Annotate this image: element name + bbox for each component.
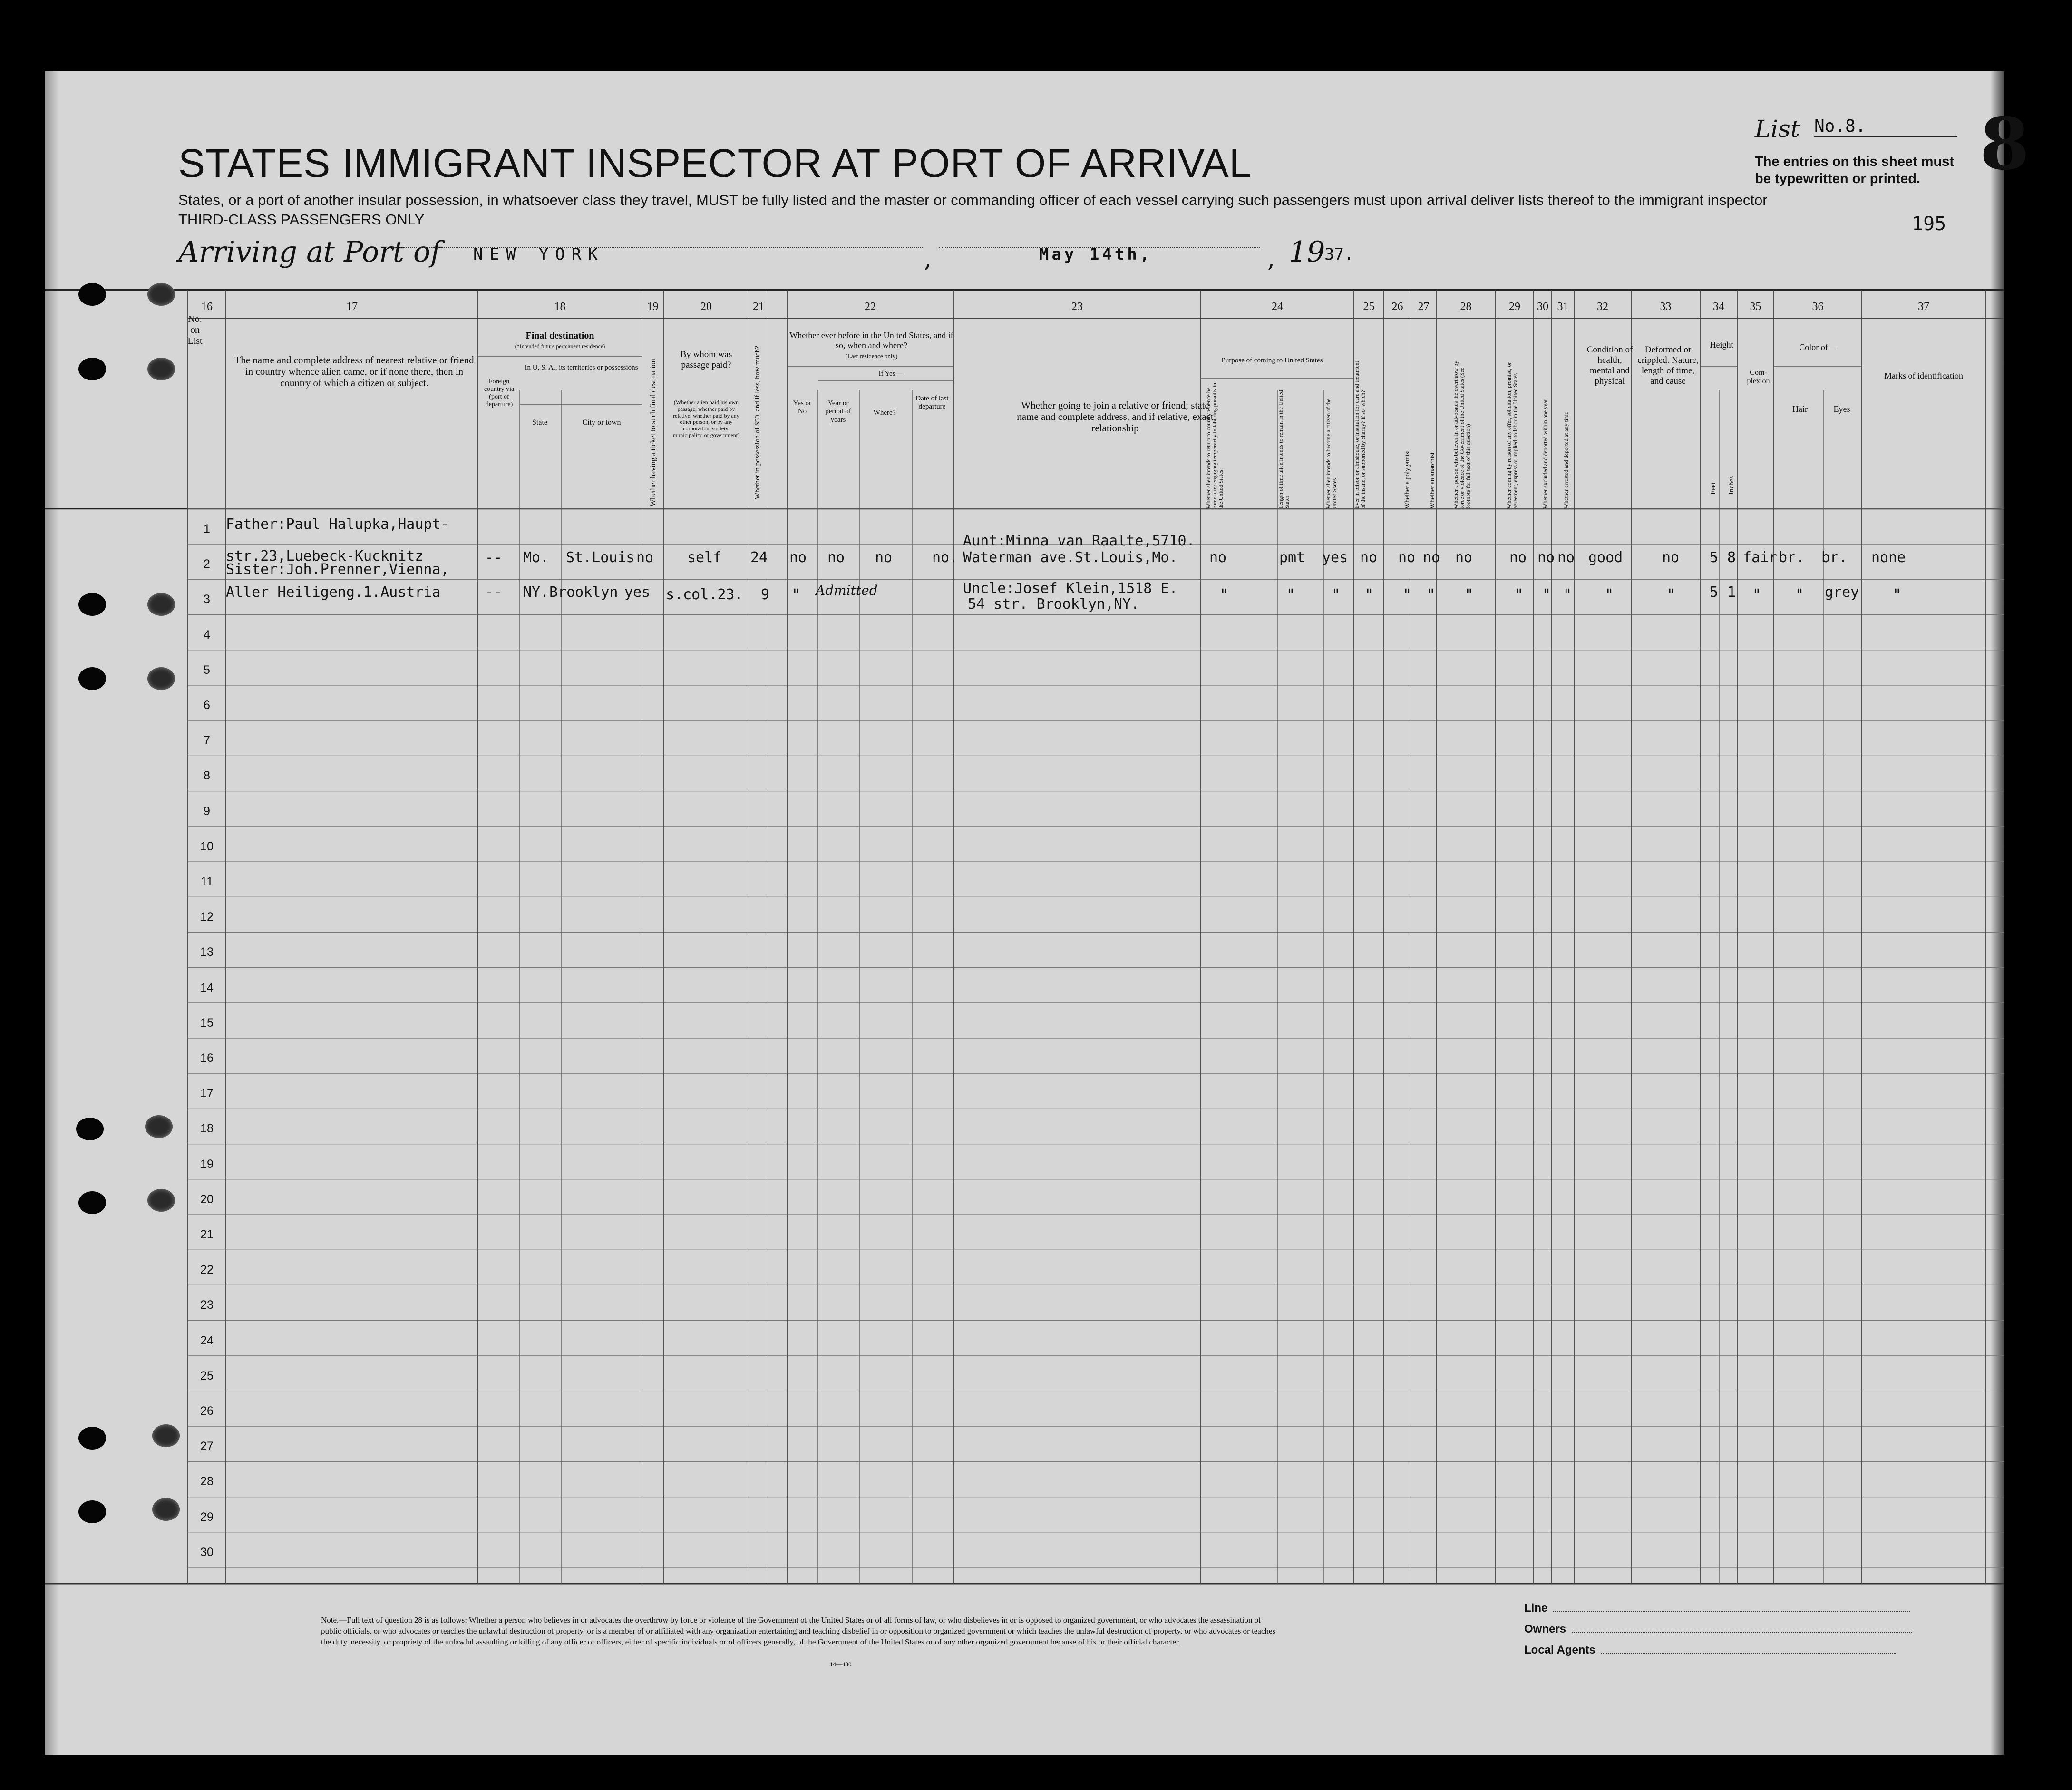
binder-hole [78, 667, 106, 690]
column-number: 18 [554, 301, 566, 313]
binder-hole [147, 283, 175, 306]
row-number: 13 [200, 945, 214, 959]
row2-foreign: -- [485, 584, 503, 601]
row-number: 7 [204, 734, 210, 748]
row1-hair: br. [1779, 549, 1805, 566]
row-number: 23 [200, 1298, 214, 1312]
header-labor-offer: Whether coming by reason of any offer, solicitation, promise, or agreement, express or implied, to labor in the United States [1506, 362, 1518, 509]
row2-polygamist: " [1403, 586, 1412, 603]
owners-signature [1524, 1623, 1912, 1636]
column-number: 23 [1071, 301, 1083, 313]
row1-polygamist: no [1398, 549, 1416, 566]
column-number: 34 [1713, 301, 1724, 313]
page-stamp: 195 [1912, 213, 1946, 235]
row2-city: Brooklyn [549, 584, 618, 601]
arriving-label: Arriving at Port of [178, 235, 441, 269]
header-inches: Inches [1728, 476, 1735, 495]
binder-hole [147, 1189, 175, 1212]
row2-labor-offer: " [1515, 586, 1524, 603]
column-number: 16 [201, 301, 213, 313]
row1-foreign: -- [485, 549, 503, 566]
row-number: 4 [204, 628, 210, 642]
row-number: 20 [200, 1192, 214, 1206]
row-number: 16 [200, 1051, 214, 1065]
row1-ticket: no [636, 549, 654, 566]
row1-joining-line2: Waterman ave.St.Louis,Mo. [963, 549, 1178, 566]
row-number: 3 [204, 593, 210, 606]
header-city: City or town [582, 418, 621, 427]
row2-arrested: " [1563, 586, 1572, 603]
subtitle-line: THIRD-CLASS PASSENGERS ONLY [178, 211, 425, 228]
row1-before-where: no [875, 549, 893, 566]
column-number: 32 [1597, 301, 1608, 313]
binder-hole [147, 593, 175, 616]
header-hair: Hair [1792, 404, 1808, 414]
binder-hole [147, 667, 175, 690]
row1-relative-line1: Father:Paul Halupka,Haupt- [226, 516, 449, 533]
row2-health: " [1605, 586, 1614, 603]
row1-arrested: no [1557, 549, 1575, 566]
column-number: 21 [753, 301, 764, 313]
row2-overthrow: " [1465, 586, 1474, 603]
row-number: 9 [204, 804, 210, 818]
column-number: 37 [1918, 301, 1929, 313]
row-number: 14 [200, 981, 214, 994]
binder-hole [78, 593, 106, 616]
header-where: Where? [873, 409, 896, 417]
row1-deformed: no [1662, 549, 1680, 566]
row2-before-year: Admitted [816, 583, 878, 598]
header-before-in-us: Whether ever before in the United States, and if so, when and where? [789, 331, 953, 350]
header-deformed: Deformed or crippled. Nature, length of time, and cause [1637, 345, 1699, 386]
column-number: 22 [865, 301, 876, 313]
binder-hole [78, 358, 106, 380]
header-date-of-last-departure: Date of last departure [915, 395, 949, 411]
subtitle-line: States, or a port of another insular possession, in whatsoever class they travel, MUST be fully listed and the master or commanding officer of each vessel carrying such passengers must upon arrival deliver lists thereof to the immigrant inspector [178, 192, 1768, 208]
column-number: 35 [1750, 301, 1761, 313]
row2-state: NY. [523, 584, 549, 601]
row1-marks: none [1871, 549, 1906, 566]
row-number: 25 [200, 1369, 214, 1382]
row-number: 2 [204, 557, 210, 571]
page-title: STATES IMMIGRANT INSPECTOR AT PORT OF ARRIVAL [178, 141, 1252, 185]
row1-feet: 5 [1710, 549, 1719, 566]
row1-before-year: no [827, 549, 845, 566]
row1-city: St.Louis [566, 549, 635, 566]
row-number: 8 [204, 769, 210, 783]
column-number: 36 [1812, 301, 1824, 313]
row1-before-date: no. [932, 549, 958, 566]
row1-labor-offer: no [1509, 549, 1527, 566]
header-health: Condition of health, mental and physical [1586, 345, 1633, 386]
column-number: 26 [1391, 301, 1403, 313]
form-code: 14—430 [830, 1661, 852, 1668]
row2-complexion: " [1752, 586, 1761, 603]
row1-excluded: no [1537, 549, 1555, 566]
row1-paid-by: self [687, 549, 722, 566]
row2-deformed: " [1667, 586, 1676, 603]
agents-signature [1524, 1644, 1896, 1657]
row-number: 1 [204, 522, 210, 535]
agents-label: Local Agents [1524, 1644, 1595, 1656]
binder-hole [147, 358, 175, 380]
row2-prison: " [1365, 586, 1374, 603]
row2-joining-line1: Uncle:Josef Klein,1518 E. [963, 580, 1178, 597]
owners-rule [1572, 1632, 1912, 1633]
row-number: 26 [200, 1404, 214, 1418]
row1-joining-line1: Aunt:Minna van Raalte,5710. [963, 533, 1195, 549]
row-number: 22 [200, 1263, 214, 1277]
row1-anarchist: no [1423, 549, 1440, 566]
line-signature [1524, 1602, 1910, 1615]
header-excluded: Whether excluded and deported within one year [1542, 399, 1548, 509]
column-number: 33 [1660, 301, 1672, 313]
row-number: 6 [204, 699, 210, 712]
comma: , [1267, 245, 1275, 272]
header-marks: Marks of identification [1884, 371, 1963, 380]
row-number: 29 [200, 1510, 214, 1524]
header-nearest-relative: The name and complete address of nearest relative or friend in country whence alien came, or if none there, then in country of which a citizen or subject. [234, 354, 474, 389]
header-passage-paid-note: (Whether alien paid his own passage, whether paid by relative, whether paid by any other person, or by any corporation, society, municipality, or government) [672, 399, 740, 438]
row1-purpose-citizen: yes [1322, 549, 1348, 566]
header-last-residence: (Last residence only) [845, 352, 898, 360]
row2-feet: 5 [1710, 584, 1719, 601]
row-number: 24 [200, 1333, 214, 1347]
row-number: 5 [204, 663, 210, 677]
header-complexion: Com-plexion [1747, 369, 1770, 386]
row1-prison: no [1360, 549, 1378, 566]
row2-relative-line1: Sister:Joh.Prenner,Vienna, [226, 561, 449, 578]
binder-hole [78, 283, 106, 306]
column-number: 19 [647, 301, 659, 313]
row-number: 19 [200, 1157, 214, 1171]
binder-hole [145, 1115, 173, 1138]
binder-hole [152, 1498, 180, 1521]
row2-purpose-return: " [1220, 586, 1229, 603]
row1-state: Mo. [523, 549, 549, 566]
row1-relative-line2: str.23,Luebeck-Kucknitz [226, 548, 424, 564]
header-overthrow: Whether a person who believes in or advocates the overthrow by force or violence of the Government of the United States (See footnote for full text of this question) [1452, 360, 1471, 509]
row2-eyes: grey [1825, 584, 1859, 601]
header-foreign-country: Foreign country via (port of departure) [484, 378, 515, 409]
binder-hole [78, 1427, 106, 1450]
row-number: 11 [201, 875, 213, 888]
header-year-or-period: Year or period of years [825, 399, 851, 424]
header-final-destination-note: (*Intended future permanent residence) [515, 343, 605, 350]
row1-eyes: br. [1821, 549, 1848, 566]
row1-health: good [1588, 549, 1623, 566]
row-number: 15 [200, 1016, 214, 1030]
row2-joining-line2: 54 str. Brooklyn,NY. [968, 596, 1140, 613]
binder-hole [152, 1424, 180, 1447]
row1-overthrow: no [1455, 549, 1473, 566]
header-height: Height [1710, 340, 1733, 350]
sheet-number: 8 [1980, 102, 2030, 186]
entries-note-line: The entries on this sheet must [1755, 154, 1954, 169]
row-number: 21 [200, 1228, 214, 1241]
agents-rule [1601, 1653, 1896, 1654]
year-suffix: 37. [1324, 245, 1354, 264]
header-passage-paid: By whom was passage paid? [680, 350, 732, 370]
header-yes-or-no: Yes or No [793, 399, 812, 416]
header-purpose-return: Whether alien intends to return to country whence he came after engaging temporarily in laboring pursuits in the United States [1205, 383, 1224, 509]
column-number: 29 [1509, 301, 1520, 313]
header-in-usa: In U. S. A., its territories or possessions [525, 364, 638, 371]
column-number: 20 [700, 301, 712, 313]
binder-hole [78, 1191, 106, 1214]
row1-amount: 24 [750, 549, 768, 566]
header-purpose-citizen: Whether alien intends to become a citizen of the United States [1325, 399, 1338, 509]
year-prefix: 19 [1289, 235, 1325, 269]
column-number: 24 [1272, 301, 1283, 313]
row1-inches: 8 [1727, 549, 1736, 566]
row2-anarchist: " [1427, 586, 1436, 603]
line-label: Line [1524, 1602, 1548, 1615]
row2-ticket: yes [624, 584, 651, 601]
header-arrested: Whether arrested and deported at any time [1563, 412, 1569, 509]
header-final-destination: Final destination [525, 331, 594, 341]
column-number: 30 [1537, 301, 1548, 313]
binder-hole [78, 1500, 106, 1523]
row2-relative-line2: Aller Heiligeng.1.Austria [226, 584, 441, 601]
row2-purpose-citizen: " [1332, 586, 1341, 603]
header-purpose-length: Length of time alien intends to remain in the United States [1277, 390, 1290, 509]
row2-excluded: " [1542, 586, 1551, 603]
header-ticket: Whether having a ticket to such final destination [649, 359, 657, 506]
row2-paid-by: s.col.23. [666, 586, 743, 603]
row-number: 17 [200, 1087, 214, 1100]
row2-purpose-length: " [1286, 586, 1295, 603]
header-purpose: Purpose of coming to United States [1221, 357, 1323, 364]
row-number: 10 [200, 839, 214, 853]
header-no-on-list: No. on List [187, 314, 203, 346]
column-number: 27 [1418, 301, 1430, 313]
row1-complexion: fair [1743, 549, 1778, 566]
row-number: 28 [200, 1475, 214, 1488]
arrival-date: May 14th, [1039, 245, 1153, 264]
footnote-question-28: Note.—Full text of question 28 is as follows: Whether a person who believes in or advocates the overthrow by force or violence of the Government of the United States or of all forms of law, or who disbelieves in or is opposed to organized government, or who advocates the assassination of public officials, or who advocates or teaches the unlawful destruction of property, or is a member of or affiliated with any organization entertaining and teaching disbelief in or opposition to organized government or which teaches the unlawful destruction of property, or who advocates or teaches the duty, necessity, or propriety of the unlawful assaulting or killing of any officer or officers, either of specific individuals or of officers generally, of the Government of the United States or of any other organized government because of his or their official character. [321, 1615, 1276, 1646]
row-number: 18 [200, 1122, 214, 1136]
list-label: List [1755, 115, 1800, 143]
header-if-yes: If Yes— [878, 370, 903, 378]
row2-marks: " [1893, 586, 1902, 603]
header-feet: Feet [1710, 482, 1717, 495]
port-value: NEW YORK [473, 245, 604, 264]
owners-label: Owners [1524, 1623, 1566, 1635]
manifest-sheet [45, 71, 2030, 1755]
row-number: 12 [200, 910, 214, 924]
header-joining-relative: Whether going to join a relative or friend; state name and complete address, and if relative, exact relationship [1017, 399, 1214, 434]
comma: , [924, 245, 932, 272]
row1-purpose-length: pmt [1279, 549, 1305, 566]
header-polygamist: Whether a polygamist [1404, 450, 1411, 509]
header-anarchist: Whether an anarchist [1429, 452, 1436, 509]
row1-purpose-return: no [1209, 549, 1227, 566]
binder-hole [76, 1118, 104, 1140]
column-number: 28 [1460, 301, 1472, 313]
row1-before-yes-no: no [789, 549, 807, 566]
row2-before-yes-no: " [792, 586, 801, 603]
row2-amount: 9 [761, 586, 770, 603]
header-possession-50: Whether in possession of $50, and if less, how much? [754, 346, 761, 499]
row-number: 30 [200, 1545, 214, 1559]
entries-note-line: be typewritten or printed. [1755, 171, 1921, 186]
column-number: 17 [346, 301, 358, 313]
header-color-of: Color of— [1799, 342, 1837, 352]
list-number: No.8. [1814, 117, 1957, 137]
row2-hair: " [1795, 586, 1804, 603]
row-number: 27 [200, 1440, 214, 1453]
line-rule [1553, 1611, 1910, 1612]
header-prison: Ever in prison or almshouse, or institution for care and treatment of the insane, or supported by charity? If so, which? [1353, 361, 1366, 509]
column-number: 25 [1363, 301, 1375, 313]
column-number: 31 [1557, 301, 1569, 313]
manifest-grid [45, 71, 2004, 1755]
header-eyes: Eyes [1833, 404, 1850, 414]
header-state: State [532, 418, 547, 427]
row2-inches: 1 [1727, 584, 1736, 601]
